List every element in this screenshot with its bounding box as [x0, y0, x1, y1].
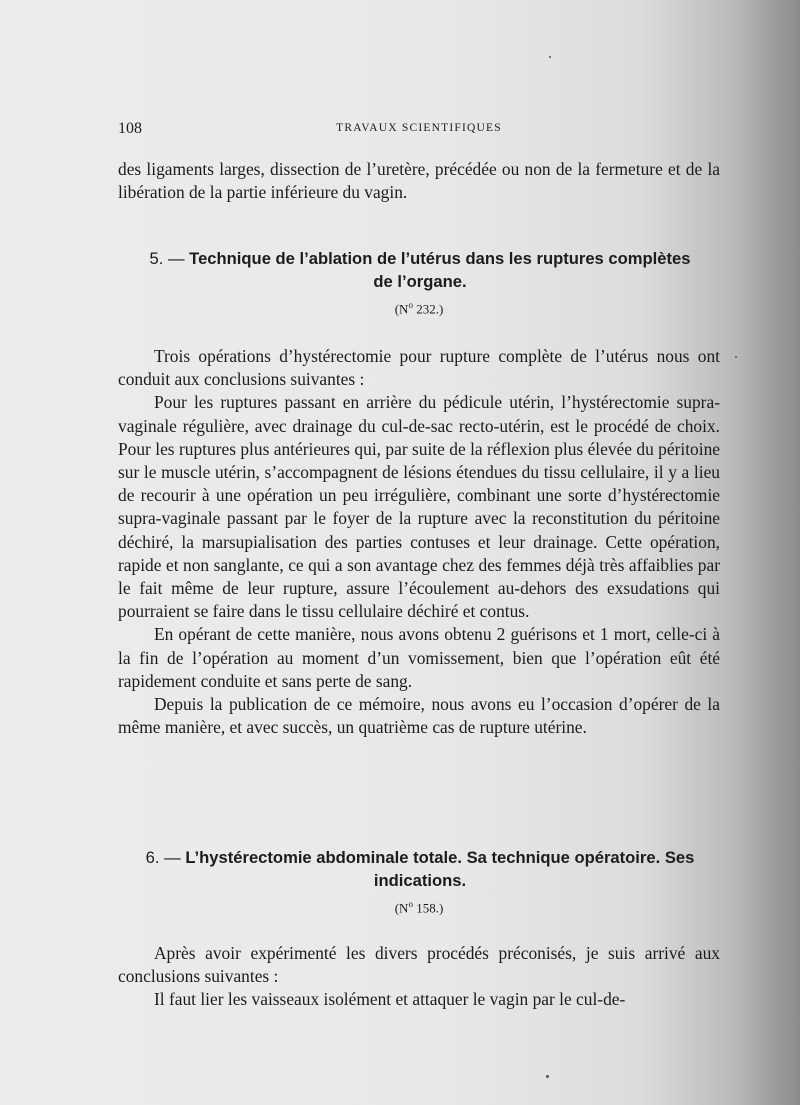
section-6-heading — [140, 846, 700, 892]
section-6-ref-prefix: (N — [394, 900, 409, 916]
intro-paragraph: des ligaments larges, dissection de l’uretère, précédée ou non de la fermeture et de la libération de la partie inférieure du vagin. — [118, 159, 720, 203]
section-5-title: Technique de l’ablation de l’utérus dans les ruptures complètes de l’organe. — [189, 249, 691, 291]
running-title: TRAVAUX SCIENTIFIQUES — [336, 122, 502, 134]
scan-speck — [549, 56, 551, 58]
section-6-paragraph: Après avoir expérimenté les divers procédés préconisés, je suis arrivé aux conclusions suivantes : — [118, 943, 720, 987]
intro-paragraph-block — [118, 158, 720, 204]
section-6-paragraph: Il faut lier les vaisseaux isolément et attaquer le vagin par le cul-de- — [154, 989, 626, 1009]
section-5-paragraph: Depuis la publication de ce mémoire, nous avons eu l’occasion d’opérer de la même manière, et avec succès, un quatrième cas de rupture utérine. — [118, 694, 720, 738]
section-5-ref-prefix: (N — [394, 301, 409, 317]
section-6-ref-sup: o — [408, 899, 413, 909]
section-5-ref-sup: o — [408, 300, 413, 310]
section-6-reference — [118, 899, 720, 916]
page-number: 108 — [118, 120, 142, 137]
section-5-heading — [140, 247, 700, 293]
scan-speck — [546, 1075, 549, 1078]
section-5-ref-number: 232.) — [412, 301, 444, 317]
scan-speck — [735, 356, 737, 358]
section-5-number: 5. — — [149, 249, 185, 268]
page-header — [118, 120, 720, 140]
section-6-title: L’hystérectomie abdominale totale. Sa technique opératoire. Ses indications. — [185, 848, 695, 890]
section-5-paragraph: Trois opérations d’hystérectomie pour rupture complète de l’utérus nous ont conduit aux conclusions suivantes : — [118, 346, 720, 390]
section-6-body — [118, 942, 720, 988]
section-5-reference — [118, 300, 720, 317]
section-6-ref-number: 158.) — [412, 900, 444, 916]
section-6-number: 6. — — [145, 848, 181, 867]
section-5-body — [118, 345, 720, 739]
section-5-paragraph: Pour les ruptures passant en arrière du pédicule utérin, l’hystérectomie supra-vaginale régulière, avec drainage du cul-de-sac recto-utérin, est le procédé de choix. Pour les ruptures plus antérieures qui, par suite de la réflexion plus élevée du péritoine sur le muscle utérin, s’accompagnent de lésions étendues du tissu cellulaire, il y a lieu de recourir à une opération un peu irrégulière, combinant une sorte d’hystérectomie supra-vaginale passant par le foyer de la rupture avec la reconstitution du péritoine déchiré, la marsupialisation des parties contuses et leur drainage. Cette opération, rapide et non sanglante, ce qui a son avantage chez des femmes déjà très affaiblies par le fait même de leur rupture, assure l’écoulement au-dehors des exsudations qui pourraient se faire dans le tissu cellulaire déchiré et contus. — [118, 392, 720, 622]
section-5-paragraph: En opérant de cette manière, nous avons obtenu 2 guérisons et 1 mort, celle-ci à la fin de l’opération au moment d’un vomissement, bien que l’opération eût été rapidement conduite et sans perte de sang. — [118, 624, 720, 691]
